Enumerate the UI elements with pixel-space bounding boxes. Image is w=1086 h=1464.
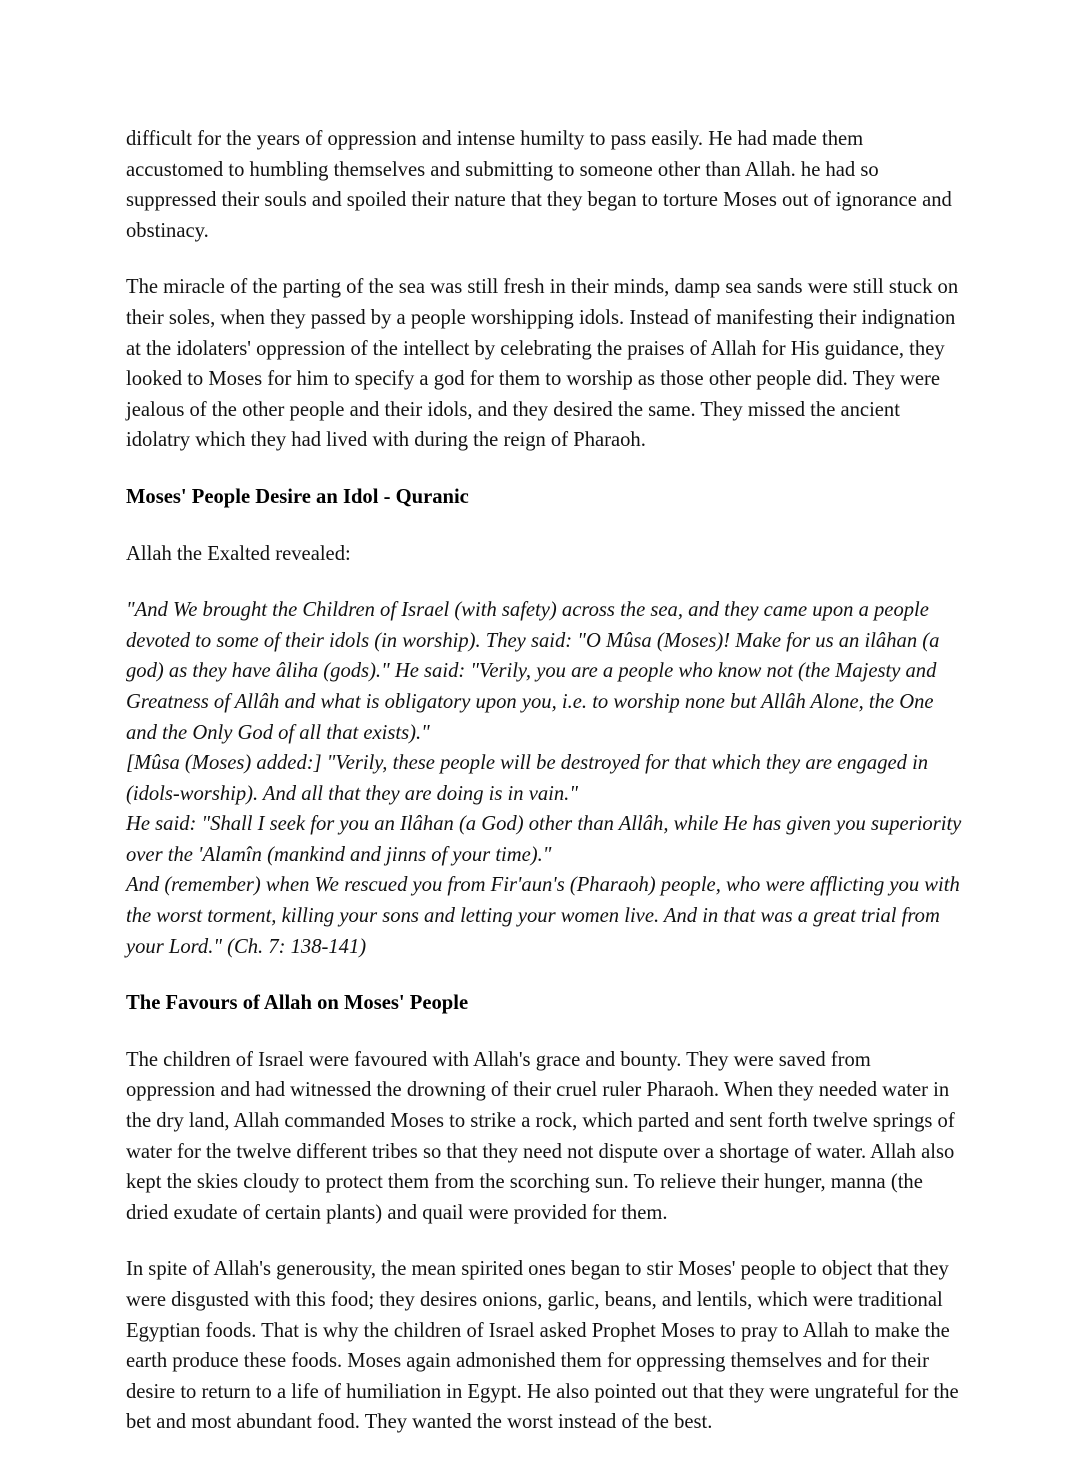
quote-paragraph: [Mûsa (Moses) added:] "Verily, these people will be destroyed for that which they are engaged in (idols-worship). And all that they are doing is in vain." (126, 752, 929, 805)
paragraph-allah-revealed: Allah the Exalted revealed: (126, 542, 351, 565)
paragraph-oppression-humility: difficult for the years of oppression and intense humilty to pass easily. He had made them accustomed to humbling themselves and submitting to someone other than Allah. he had so suppressed their souls and spoiled their nature that they began to torture Moses out of ignorance and obstinacy. (126, 128, 952, 242)
quote-paragraph: He said: "Shall I seek for you an Ilâhan (a God) other than Allâh, while He has given you superiority over the 'Alamîn (mankind and jinns of your time)." (126, 813, 962, 866)
quote-paragraph: And (remember) when We rescued you from Fir'aun's (Pharaoh) people, who were afflicting you with the worst torment, killing your sons and letting your women live. And in that was a great trial from your Lord." (Ch. 7: 138-141) (126, 874, 960, 958)
quote-quran-7-138-141 (126, 595, 962, 962)
heading-favours-of-allah: The Favours of Allah on Moses' People (126, 992, 469, 1015)
heading-moses-people-desire-an-idol: Moses' People Desire an Idol - Quranic (126, 485, 469, 508)
paragraph-in-spite-of-generousity: In spite of Allah's generousity, the mean spirited ones began to stir Moses' people to object that they were disgusted with this food; they desires onions, garlic, beans, and lentils, which were traditional Egyptian foods. That is why the children of Israel asked Prophet Moses to pray to Allah to make the earth produce these foods. Moses again admonished them for oppressing themselves and for their desire to return to a life of humiliation in Egypt. He also pointed out that they were ungrateful for the bet and most abundant food. They wanted the worst instead of the best. (126, 1258, 959, 1434)
paragraph-parting-of-the-sea: The miracle of the parting of the sea was still fresh in their minds, damp sea sands were still stuck on their soles, when they passed by a people worshipping idols. Instead of manifesting their indignation at the idolaters' oppression of the intellect by celebrating the praises of Allah for His guidance, they looked to Moses for him to specify a god for them to worship as those other people did. They were jealous of the other people and their idols, and they desired the same. They missed the ancient idolatry which they had lived with during the reign of Pharaoh. (126, 276, 959, 452)
paragraph-children-of-israel-favoured: The children of Israel were favoured with Allah's grace and bounty. They were saved from oppression and had witnessed the drowning of their cruel ruler Pharaoh. When they needed water in the dry land, Allah commanded Moses to strike a rock, which parted and sent forth twelve springs of water for the twelve different tribes so that they need not dispute over a shortage of water. Allah also kept the skies cloudy to protect them from the scorching sun. To relieve their hunger, manna (the dried exudate of certain plants) and quail were provided for them. (126, 1048, 955, 1224)
quote-paragraph: "And We brought the Children of Israel (with safety) across the sea, and they came upon a people devoted to some of their idols (in worship). They said: "O Mûsa (Moses)! Make for us an ilâhan (a god) as they have âliha (gods)." He said: "Verily, you are a people who know not (the Majesty and Greatness of Allâh and what is obligatory upon you, i.e. to worship none but Allâh Alone, the One and the Only God of all that exists)." (126, 599, 940, 744)
document-body (126, 124, 962, 1464)
